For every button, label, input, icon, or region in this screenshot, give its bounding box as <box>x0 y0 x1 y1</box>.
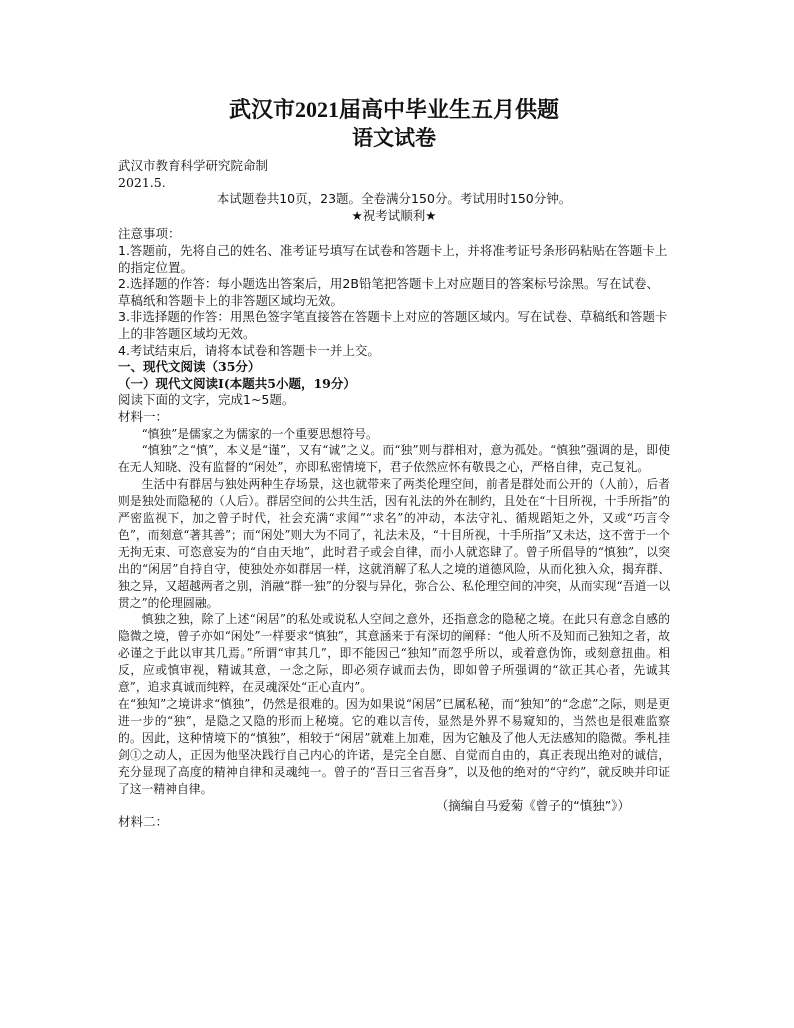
section-heading: 一、现代文阅读（35分） <box>118 359 261 375</box>
notice-item-2: 2.选择题的作答：每小题选出答案后，用2B铅笔把答题卡上对应题目的答案标号涂黑。写在试卷、草稿纸和答题卡上的非答题区域均无效。 <box>118 276 659 308</box>
section-subheading: （一）现代文阅读I(本题共5小题，19分） <box>118 375 356 391</box>
exam-title: 武汉市2021届高中毕业生五月供题 <box>228 97 559 122</box>
passage-paragraph: “慎独”之“慎”，本义是“谨”，又有“诚”之义。而“独”则与群相对，意为孤处。“慎独”强调的是，即使在无人知晓、没有监督的“闲处”，亦即私密情境下，君子依然应怀有敬畏之心，严格自律，克己复礼。 <box>118 443 670 475</box>
passage-source: （摘编自马爱菊《曾子的“慎独”》） <box>435 798 630 814</box>
exam-wish: ★祝考试顺利★ <box>351 207 437 223</box>
notice-item-1: 1.答题前，先将自己的姓名、准考证号填写在试卷和答题卡上，并将准考证号条形码粘贴在答题卡上的指定位置。 <box>118 242 668 275</box>
exam-subtitle: 语文试卷 <box>352 126 436 150</box>
issuer-line: 武汉市教育科学研究院命制 <box>118 158 269 173</box>
notice-item-3: 3.非选择题的作答：用黑色签字笔直接答在答题卡上对应的答题区域内。写在试卷、草稿纸和答题卡上的非答题区域均无效。 <box>118 309 668 341</box>
notice-heading: 注意事项： <box>118 226 181 242</box>
passage-paragraph: 慎独之独，除了上述“闲居”的私处或说私人空间之意外，还指意念的隐秘之境。在此只有意念自感的隐微之境，曾子亦如“闲处”一样要求“慎独”，其意涵来于有深切的阐释：“他人所不及知而己独知之者，故必谨之于此以审其几焉。”所谓“审其几”，即不能因己“独知”而忽乎所以，或着意伪饰，或刻意扭曲。相反，应或慎审视，精诚其意，一念之际，即必须存诚而去伪，即如曾子所强调的“欲正其心者，先诚其意”，追求真诚而纯粹，在灵魂深处“正心直内”。 <box>118 612 670 695</box>
passage-paragraph: “慎独”是儒家之为儒家的一个重要思想符号。 <box>141 426 378 441</box>
material-one-label: 材料一： <box>118 408 169 424</box>
passage-paragraph: 在“独知”之境讲求“慎独”，仍然是很难的。因为如果说“闲居”已属私秘，而“独知”的“念虑”之际，则是更进一步的“独”，是隐之又隐的形而上秘境。它的难以言传，显然是外界不易窥知的，当然也是很难监察的。因此，这种情境下的“慎独”，相较于“闲居”就难上加难，因为它触及了他人无法感知的隐微。季札挂剑①之动人，正因为他坚决践行自己内心的许诺，是完全自愿、自觉而自由的，真正表现出绝对的诚信，充分显现了高度的精神自律和灵魂纯一。曾子的“吾日三省吾身”，以及他的绝对的“守约”，就反映并印证了这一精神自律。 <box>118 697 670 796</box>
date-line: 2021.5. <box>118 174 166 190</box>
exam-summary: 本试题卷共10页，23题。全卷满分150分。考试用时150分钟。 <box>216 191 572 207</box>
passage-paragraph: 生活中有群居与独处两种生存场景，这也就带来了两类伦理空间，前者是群处而公开的（人前），后者则是独处而隐秘的（人后）。群居空间的公共生活，因有礼法的外在制约，且处在“十目所视，十手所指”的严密监视下，加之曾子时代，社会充满“求闻”“求名”的冲动，本法守礼、循规蹈矩之外，又或“巧言令色”，而刻意“著其善”；而“闲处”则大为不同了，礼法未及，“十目所视，十手所指”又未达，这不啻于一个无拘无束、可恣意妄为的“自由天地”，此时君子或会自律，而小人就恣肆了。曾子所倡导的“慎独”，以突出的“闲居”自持自守，使独处亦如群居一样，这就消解了私人之境的道德风险，从而化独入众，揭弃群、独之异，又超越两者之别，消融“群一独”的分裂与异化，弥合公、私伦理空间的冲突，从而实现“吾道一以贯之”的伦理圆融。 <box>118 477 670 610</box>
reading-instruction: 阅读下面的文字，完成1~5题。 <box>118 392 295 408</box>
notice-item-4: 4.考试结束后，请将本试卷和答题卡一并上交。 <box>118 342 380 358</box>
material-two-label: 材料二： <box>118 814 169 830</box>
